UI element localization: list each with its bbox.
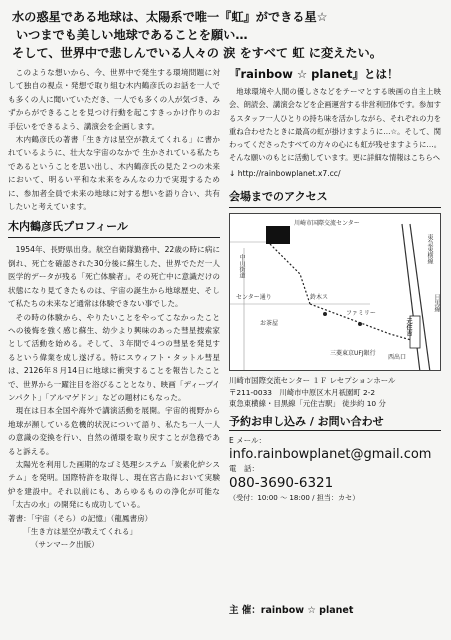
headline-1: 水の惑星である地球は、太陽系で唯一『虹』ができる星☆: [12, 10, 328, 24]
profile-paragraph-2: その時の体験から、やりたいことをやってこなかったことへの後悔を強く感じ蘇生、幼少より興味のあった彗星捜索家として活動を始める。そして、３年間で４つの彗星を発見するという偉業を成し遂げる。特にスウィフト・タットル彗星は、2126年８月14日に地球に衝突することを報告したことで、世界から一躍注目を浴びることとなり、映画「ディープインパクト」「アルマゲドン」などの題材にもなった。: [8, 312, 220, 402]
headline-3: そして、世界中で悲しんでいる人々の 涙 をすべて 虹 に変えたい。: [12, 46, 382, 60]
venue-info: [229, 375, 441, 410]
email-address[interactable]: info.rainbowplanet@gmail.com: [229, 446, 432, 462]
left-column: [8, 66, 220, 552]
rail-line-west: [402, 224, 420, 371]
map-graphic: [230, 214, 441, 371]
access-title: 会場までのアクセス: [229, 189, 441, 208]
sponsor-line: 主 催：rainbow ☆ planet: [229, 605, 354, 616]
books-label: 著書：: [8, 513, 31, 523]
phone-number[interactable]: 080-3690-6321: [229, 474, 334, 491]
book-2-publisher: （サンマーク出版）: [30, 540, 99, 550]
contact-hours: （受付：10:00 ～ 18:00 / 担当：カセ）: [229, 492, 360, 502]
books-list: [8, 512, 220, 552]
venue-building-icon: [266, 226, 290, 244]
venue-line-1: 川崎市国際交流センター １Ｆ レセプションホール: [229, 376, 396, 386]
about-url[interactable]: http://rainbowplanet.x7.cc/: [237, 168, 341, 178]
map-road-label: 中山街道: [238, 254, 245, 279]
email-label: E メール：: [229, 435, 266, 445]
map-rail-label-2: 目黒線: [433, 294, 440, 313]
contact-title: 予約お申し込み / お問い合わせ: [229, 414, 441, 431]
profile-title: 木内鶴彦氏プロフィール: [8, 219, 220, 238]
landmark-icon: [323, 312, 327, 316]
venue-address: 〒211-0033 川崎市中原区木月祇園町 2-2: [229, 387, 376, 397]
route-path-1: [270, 244, 310, 304]
phone-label: 電 話：: [229, 463, 259, 473]
book-2: 「生き方は星空が教えてくれる」: [23, 527, 138, 536]
map-store-label-2: 鈴木ス: [310, 294, 329, 302]
map-west-exit-label: 西出口: [388, 354, 407, 362]
map-center-road-label: センター通り: [236, 294, 272, 302]
venue-directions: 東急東横線・目黒線「元住吉駅」 徒歩約 10 分: [229, 399, 386, 409]
profile-paragraph-1: 1954年、長野県出身。航空自衛隊勤務中、22歳の時に病に倒れ、死亡を確認された30分後に蘇生した、世界でただ一人医学的データが残る「死亡体験者」。その死亡中に意識だけの状態になり見てきたものは、宇宙の誕生から地球歴史、そして私たちの未来など通常は体験できない事でした。: [8, 245, 220, 309]
landmark-icon-2: [358, 322, 362, 326]
intro-paragraph-1: このような想いから、今、世界中で発生する環境問題に対して独自の視点・発想で取り組む木内鶴彦氏のお話を一人でも多くの人に聞いていただき、一人でも多くの人が気づき、みずからができることを見つけ行動を起こすきっかけ作りのお手伝いをできるよう、講演会を企画します。: [8, 68, 221, 131]
about-text: 地球環境や人間の優しさなどをテーマとする映画の自主上映会、朗読会、講演会などを企画運営する非営利団体です。参加するスタッフ一人ひとりの持ち味を活かしながら、それぞれの力を重ね合わせたときに最高の虹が掛けますように…☆。そして、関わってくださったすべての方々の心にも虹が残せますように…。そんな願いのもとに活動しています。更に詳細な情報はこちらへ: [229, 87, 441, 163]
about-url-row: [229, 167, 441, 180]
pointing-hand-icon: ↓: [229, 168, 236, 178]
headline-2: いつまでも美しい地球であることを願い…: [16, 28, 248, 42]
about-title: 『rainbow ☆ planet』とは！: [229, 67, 399, 81]
right-column: [229, 66, 441, 503]
profile-paragraph-3: 現在は日本全国や海外で講演活動を展開。宇宙的視野から地球が瀕している危機的状況について語り、私たち一人一人の意識の変換を行い、自然の循環を取り戻すことが急務であると訴える。: [8, 406, 220, 456]
map-store-label-4: ファミリー: [346, 310, 376, 318]
access-map: [229, 213, 441, 371]
map-store-label-1: お茶屋: [260, 320, 279, 328]
map-venue-label: 川崎市国際交流センター: [294, 220, 360, 228]
intro-paragraph-2: 木内鶴彦氏の著書「生き方は星空が教えてくれる」に書かれているように、壮大な宇宙のなかで 生かされている私たち であるということを思い出し、木内鶴彦氏の見た２つの未来において、明るい平和な未来をみんなの力で実現するために、参加者全員で未来の地球に対する想いを語り合い、共有したいと考えています。: [8, 135, 220, 212]
map-store-label-3: 三菱東京UFJ銀行: [330, 350, 376, 358]
map-station-label: 元住吉: [405, 318, 412, 337]
book-1: 「宇宙（そら）の記憶」（龍鳳書房）: [30, 513, 153, 523]
profile-paragraph-4: 太陽光を利用した画期的なゴミ処理システム「炭素化炉システム」を発明。国際特許を取得し、現在宮古島において実験炉を建設中。それ以前にも、あらゆるものの浄化が可能な「太古の水」の開発にも成功している。: [8, 459, 220, 510]
map-rail-label: 東急東横線: [426, 234, 433, 265]
header: [12, 8, 442, 62]
